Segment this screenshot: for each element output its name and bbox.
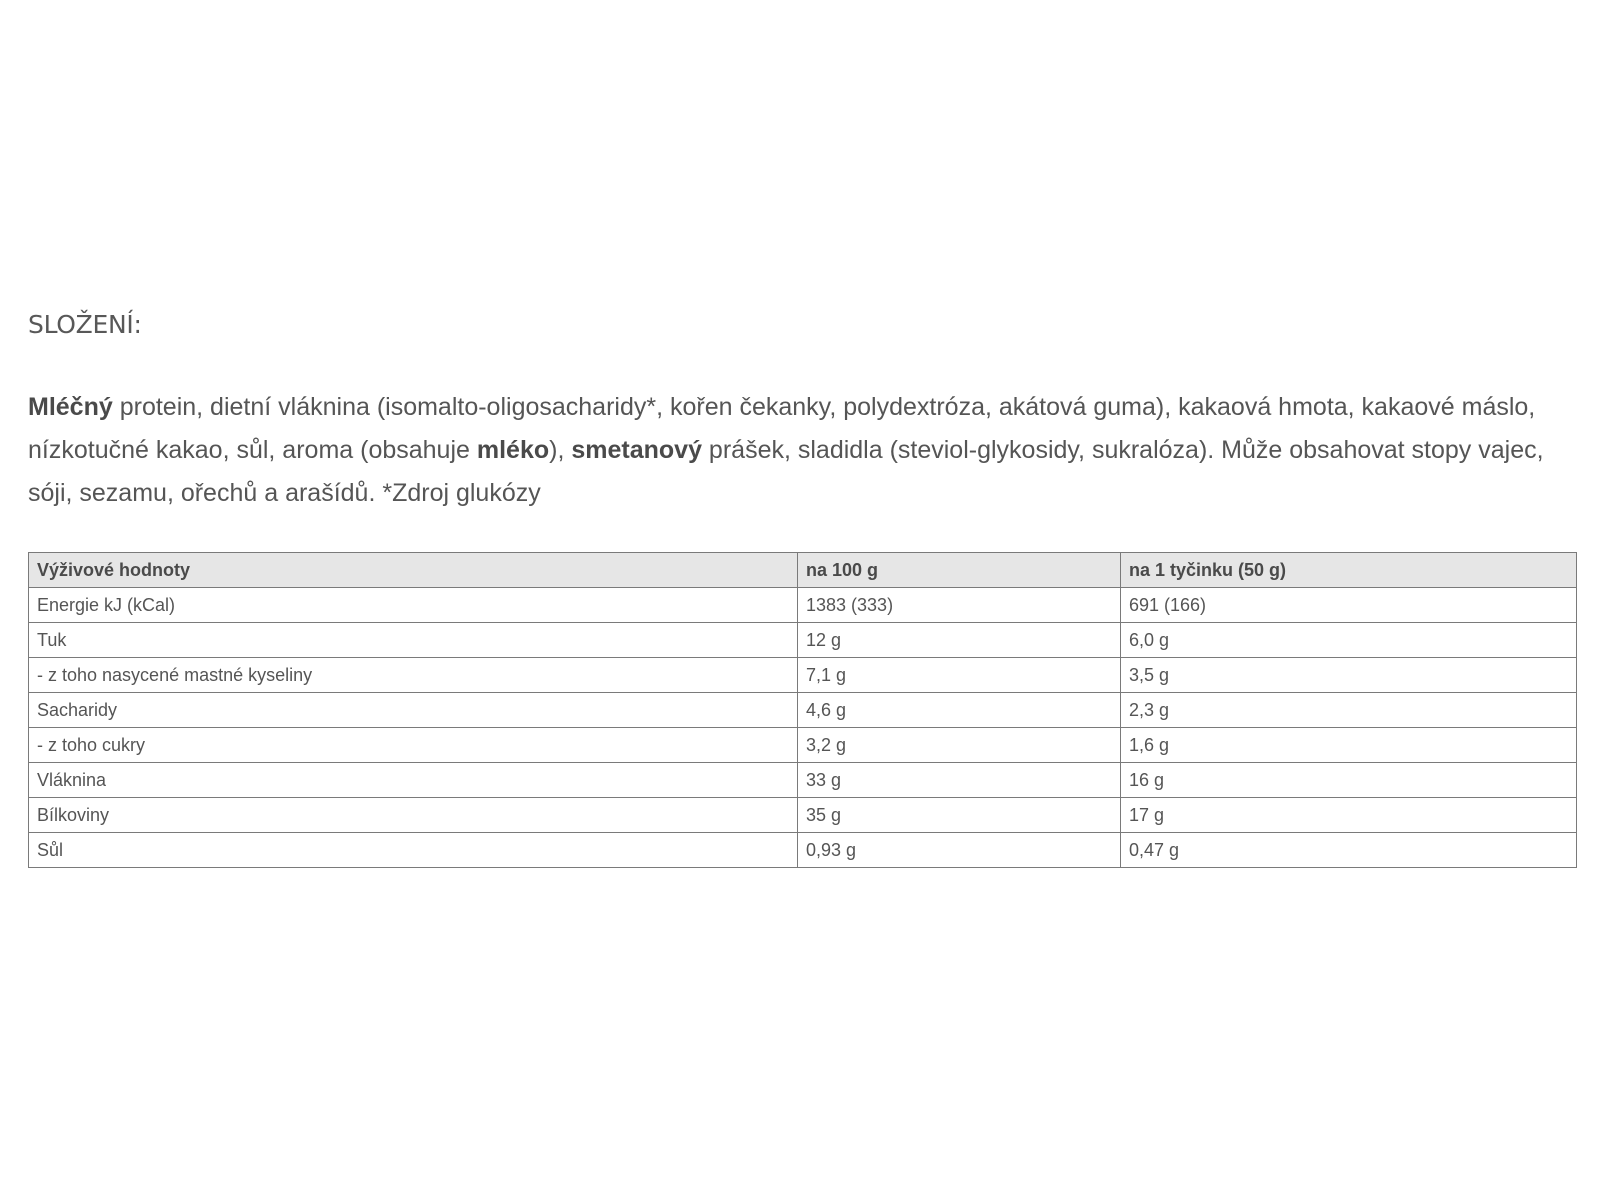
nutrient-name-cell: - z toho nasycené mastné kyseliny xyxy=(29,658,798,693)
per-100g-cell: 7,1 g xyxy=(798,658,1121,693)
table-row xyxy=(29,658,1577,693)
per-bar-cell: 0,47 g xyxy=(1121,833,1577,868)
allergen-cream-highlight: smetanový xyxy=(571,436,702,464)
nutrient-name-cell: Vláknina xyxy=(29,763,798,798)
per-bar-cell: 691 (166) xyxy=(1121,588,1577,623)
allergen-milk-highlight: Mléčný xyxy=(28,393,113,421)
table-header-row xyxy=(29,553,1577,588)
ingredients-part-2: ), xyxy=(549,436,572,464)
per-100g-cell: 0,93 g xyxy=(798,833,1121,868)
per-bar-cell: 1,6 g xyxy=(1121,728,1577,763)
header-nutrient: Výživové hodnoty xyxy=(29,553,798,588)
table-row xyxy=(29,833,1577,868)
nutrient-name-cell: Sůl xyxy=(29,833,798,868)
allergen-milk-highlight: mléko xyxy=(476,436,550,464)
table-row xyxy=(29,693,1577,728)
per-bar-cell: 6,0 g xyxy=(1121,623,1577,658)
per-bar-cell: 2,3 g xyxy=(1121,693,1577,728)
nutrient-name-cell: Bílkoviny xyxy=(29,798,798,833)
per-100g-cell: 12 g xyxy=(798,623,1121,658)
ingredients-part-3: prášek, sladidla (steviol-glykosidy, sukralóza). Může obsahovat stopy vajec, sóji, sezamu, ořechů a arašídů. *Zdroj glukózy xyxy=(28,436,1544,507)
table-row xyxy=(29,588,1577,623)
header-per-100g: na 100 g xyxy=(798,553,1121,588)
nutrient-name-cell: Sacharidy xyxy=(29,693,798,728)
table-row xyxy=(29,798,1577,833)
per-100g-cell: 1383 (333) xyxy=(798,588,1121,623)
table-body xyxy=(29,588,1577,868)
table-row xyxy=(29,763,1577,798)
ingredients-text xyxy=(28,386,1568,515)
per-100g-cell: 35 g xyxy=(798,798,1121,833)
per-100g-cell: 33 g xyxy=(798,763,1121,798)
per-100g-cell: 4,6 g xyxy=(798,693,1121,728)
table-row xyxy=(29,623,1577,658)
per-bar-cell: 3,5 g xyxy=(1121,658,1577,693)
per-bar-cell: 17 g xyxy=(1121,798,1577,833)
nutrition-table xyxy=(28,552,1577,868)
per-100g-cell: 3,2 g xyxy=(798,728,1121,763)
per-bar-cell: 16 g xyxy=(1121,763,1577,798)
ingredients-part-1: protein, dietní vláknina (isomalto-oligosacharidy*, kořen čekanky, polydextróza, akátová guma), kakaová hmota, kakaové máslo, nízkotučné kakao, sůl, aroma (obsahuje xyxy=(28,393,1536,464)
nutrient-name-cell: - z toho cukry xyxy=(29,728,798,763)
nutrient-name-cell: Energie kJ (kCal) xyxy=(29,588,798,623)
table-row xyxy=(29,728,1577,763)
composition-heading: SLOŽENÍ: xyxy=(28,310,142,339)
nutrient-name-cell: Tuk xyxy=(29,623,798,658)
header-per-bar: na 1 tyčinku (50 g) xyxy=(1121,553,1577,588)
